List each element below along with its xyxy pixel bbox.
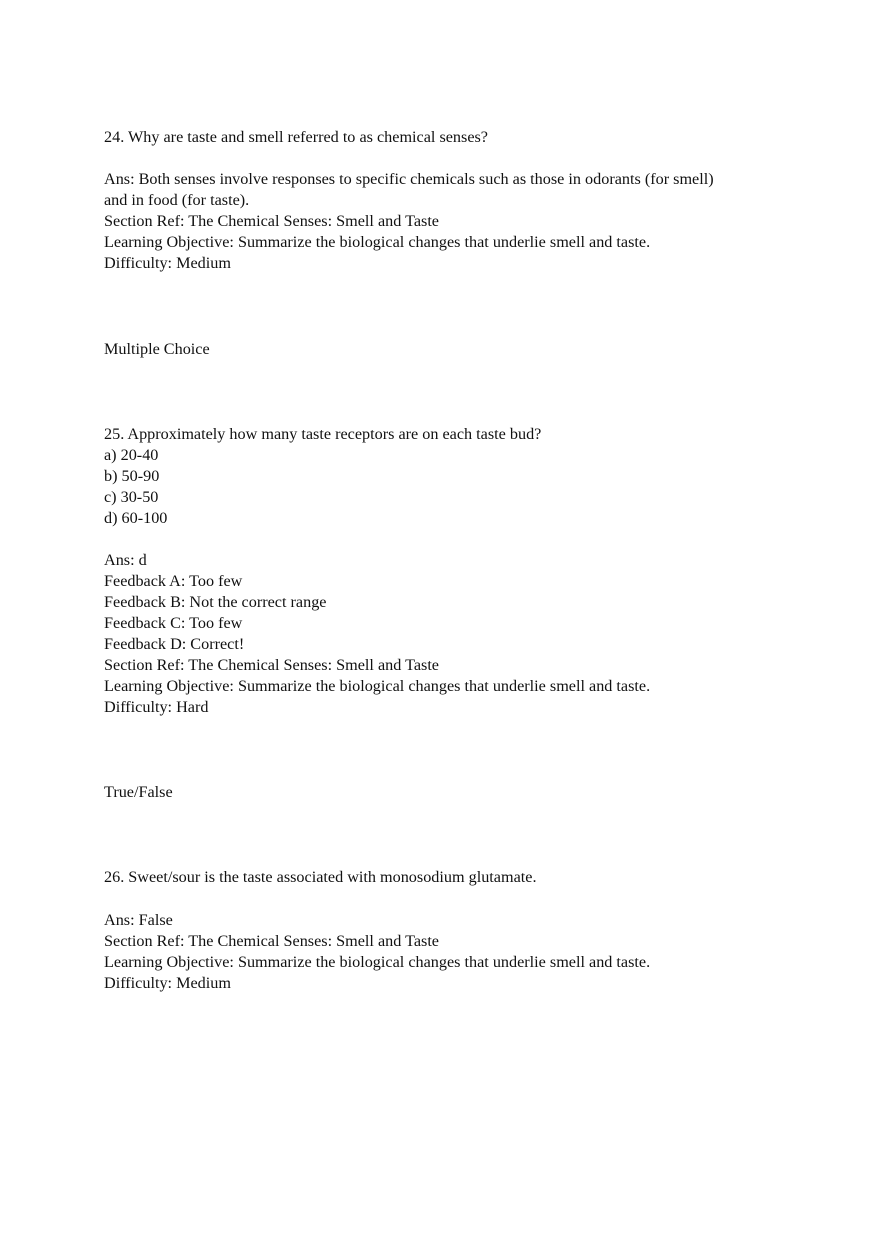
question-26-answer: Ans: False: [104, 911, 173, 929]
question-25-option-a: a) 20-40: [104, 446, 159, 464]
section-heading-multiple-choice: Multiple Choice: [104, 340, 210, 358]
question-25-feedback-d: Feedback D: Correct!: [104, 635, 245, 653]
question-25-feedback-c: Feedback C: Too few: [104, 614, 243, 632]
section-heading-true-false: True/False: [104, 783, 173, 801]
question-24-answer-line1: Ans: Both senses involve responses to specific chemicals such as those in odorants (for smell): [104, 170, 714, 188]
question-25-learning-objective: Learning Objective: Summarize the biological changes that underlie smell and taste.: [104, 677, 651, 695]
question-26-section-ref: Section Ref: The Chemical Senses: Smell and Taste: [104, 932, 439, 950]
question-26-difficulty: Difficulty: Medium: [104, 974, 231, 992]
question-24-learning-objective: Learning Objective: Summarize the biological changes that underlie smell and taste.: [104, 233, 651, 251]
question-25-option-b: b) 50-90: [104, 467, 160, 485]
question-24-section-ref: Section Ref: The Chemical Senses: Smell and Taste: [104, 212, 439, 230]
question-25-section-ref: Section Ref: The Chemical Senses: Smell and Taste: [104, 656, 439, 674]
question-25-option-d: d) 60-100: [104, 509, 168, 527]
question-24-difficulty: Difficulty: Medium: [104, 254, 231, 272]
question-24-answer-line2: and in food (for taste).: [104, 191, 250, 209]
question-26-text: 26. Sweet/sour is the taste associated with monosodium glutamate.: [104, 868, 537, 886]
question-25-difficulty: Difficulty: Hard: [104, 698, 209, 716]
question-26-learning-objective: Learning Objective: Summarize the biological changes that underlie smell and taste.: [104, 953, 651, 971]
question-25-text: 25. Approximately how many taste receptors are on each taste bud?: [104, 425, 542, 443]
question-25-feedback-a: Feedback A: Too few: [104, 572, 243, 590]
question-25-answer: Ans: d: [104, 551, 147, 569]
question-24-text: 24. Why are taste and smell referred to as chemical senses?: [104, 128, 488, 146]
question-25-feedback-b: Feedback B: Not the correct range: [104, 593, 327, 611]
question-25-option-c: c) 30-50: [104, 488, 159, 506]
